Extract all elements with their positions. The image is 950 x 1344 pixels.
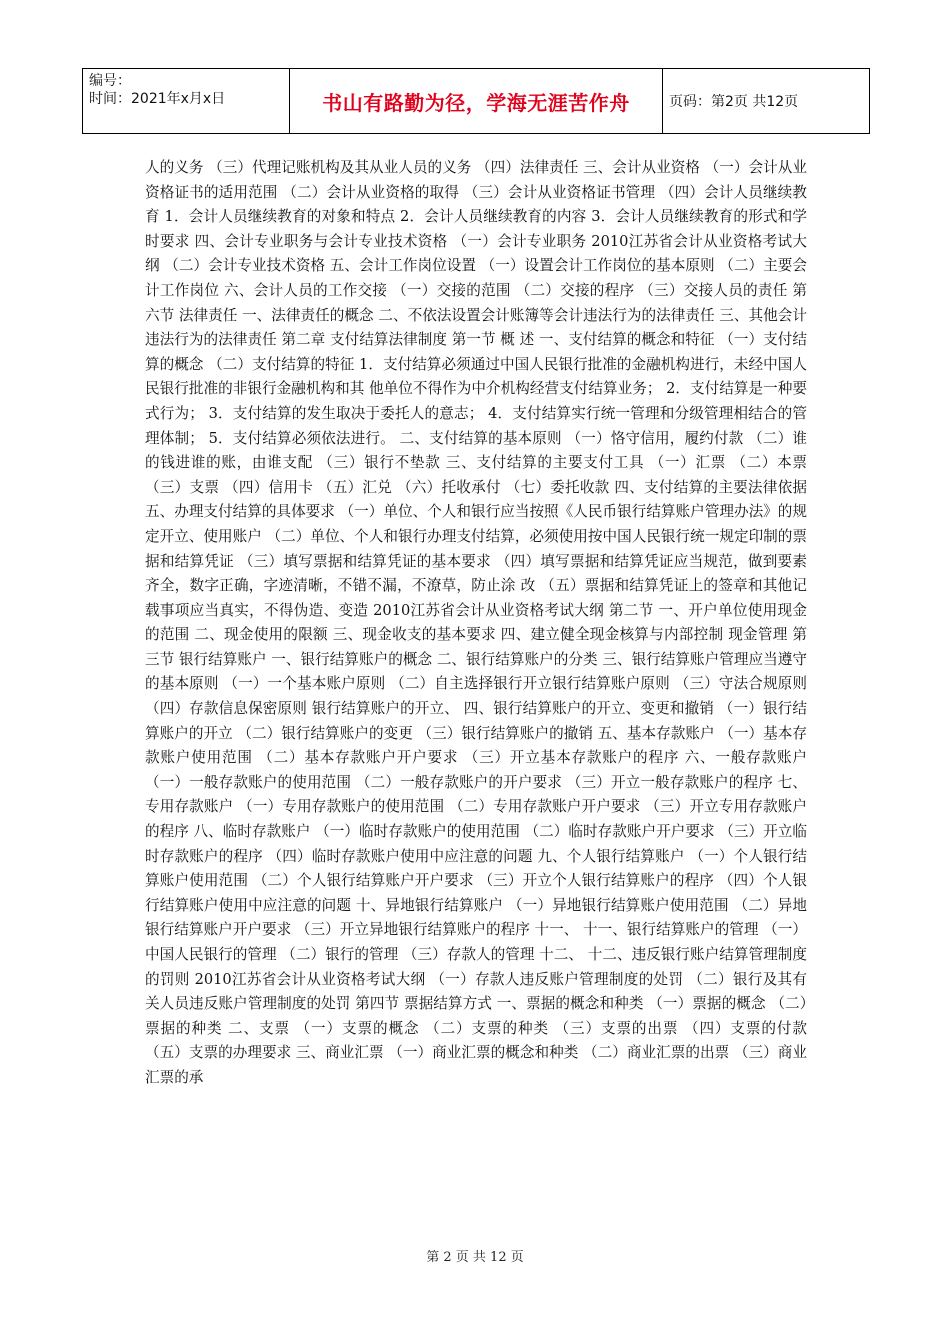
page-header xyxy=(82,68,870,134)
document-date-label: 时间：2021年x月x日 xyxy=(89,91,226,107)
document-number-label: 编号： xyxy=(89,73,131,89)
header-page-info: 页码：第2页 共12页 xyxy=(663,69,870,134)
header-meta-cell xyxy=(83,69,290,134)
header-motto: 书山有路勤为径，学海无涯苦作舟 xyxy=(290,69,663,134)
page-footer: 第 2 页 共 12 页 xyxy=(426,1250,524,1265)
document-body-text: 人的义务 （三）代理记账机构及其从业人员的义务 （四）法律责任 三、会计从业资格 （一）会计从业资格证书的适用范围 （二）会计从业资格的取得 （三）会计从业资格证书管理 （四）会计人员继续教育 1．会计人员继续教育的对象和特点 2．会计人员继续教育的内容 3．会计人员继续教育的形式和学时要求 四、会计专业职务与会计专业技术资格 （一）会计专业职务 2010江苏省会计从业资格考试大纲 （二）会计专业技术资格 五、会计工作岗位设置 （一）设置会计工作岗位的基本原则 （二）主要会计工作岗位 六、会计人员的工作交接 （一）交接的范围 （二）交接的程序 （三）交接人员的责任 第六节 法律责任 一、法律责任的概念 二、不依法设置会计账簿等会计违法行为的法律责任 三、其他会计违法行为的法律责任 第二章 支付结算法律制度 第一节 概 述 一、支付结算的概念和特征 （一）支付结算的概念 （二）支付结算的特征 1．支付结算必须通过中国人民银行批准的金融机构进行，未经中国人民银行批准的非银行金融机构和其 他单位不得作为中介机构经营支付结算业务； 2．支付结算是一种要式行为； 3．支付结算的发生取决于委托人的意志； 4．支付结算实行统一管理和分级管理相结合的管理体制； 5．支付结算必须依法进行。 二、支付结算的基本原则 （一）恪守信用，履约付款 （二）谁的钱进谁的账，由谁支配 （三）银行不垫款 三、支付结算的主要支付工具 （一）汇票 （二）本票 （三）支票 （四）信用卡 （五）汇兑 （六）托收承付 （七）委托收款 四、支付结算的主要法律依据 五、办理支付结算的具体要求 （一）单位、个人和银行应当按照《人民币银行结算账户管理办法》的规定开立、使用账户 （二）单位、个人和银行办理支付结算，必须使用按中国人民银行统一规定印制的票据和结算凭证 （三）填写票据和结算凭证的基本要求 （四）填写票据和结算凭证应当规范，做到要素齐全，数字正确，字迹清晰，不错不漏，不潦草，防止涂 改 （五）票据和结算凭证上的签章和其他记载事项应当真实，不得伪造、变造 2010江苏省会计从业资格考试大纲 第二节 一、开户单位使用现金的范围 二、现金使用的限额 三、现金收支的基本要求 四、建立健全现金核算与内部控制 现金管理 第三节 银行结算账户 一、银行结算账户的概念 二、银行结算账户的分类 三、银行结算账户管理应当遵守的基本原则 （一）一个基本账户原则 （二）自主选择银行开立银行结算账户原则 （三）守法合规原则 （四）存款信息保密原则 银行结算账户的开立、 四、银行结算账户的开立、变更和撤销 （一）银行结算账户的开立 （二）银行结算账户的变更 （三）银行结算账户的撤销 五、基本存款账户 （一）基本存款账户使用范围 （二）基本存款账户开户要求 （三）开立基本存款账户的程序 六、一般存款账户 （一）一般存款账户的使用范围 （二）一般存款账户的开户要求 （三）开立一般存款账户的程序 七、专用存款账户 （一）专用存款账户的使用范围 （二）专用存款账户开户要求 （三）开立专用存款账户的程序 八、临时存款账户 （一）临时存款账户的使用范围 （二）临时存款账户开户要求 （三）开立临时存款账户的程序 （四）临时存款账户使用中应注意的问题 九、个人银行结算账户 （一）个人银行结算账户使用范围 （二）个人银行结算账户开户要求 （三）开立个人银行结算账户的程序 （四）个人银行结算账户使用中应注意的问题 十、异地银行结算账户 （一）异地银行结算账户使用范围 （二）异地银行结算账户开户要求 （三）开立异地银行结算账户的程序 十一、 十一、银行结算账户的管理 （一）中国人民银行的管理 （二）银行的管理 （三）存款人的管理 十二、 十二、违反银行账户结算管理制度的罚则 2010江苏省会计从业资格考试大纲 （一）存款人违反账户管理制度的处罚 （二）银行及其有关人员违反账户管理制度的处罚 第四节 票据结算方式 一、票据的概念和种类 （一）票据的概念 （二）票据的种类 二、支票 （一）支票的概念 （二）支票的种类 （三）支票的出票 （四）支票的付款 （五）支票的办理要求 三、商业汇票 （一）商业汇票的概念和种类 （二）商业汇票的出票 （三）商业汇票的承 xyxy=(145,159,807,1086)
